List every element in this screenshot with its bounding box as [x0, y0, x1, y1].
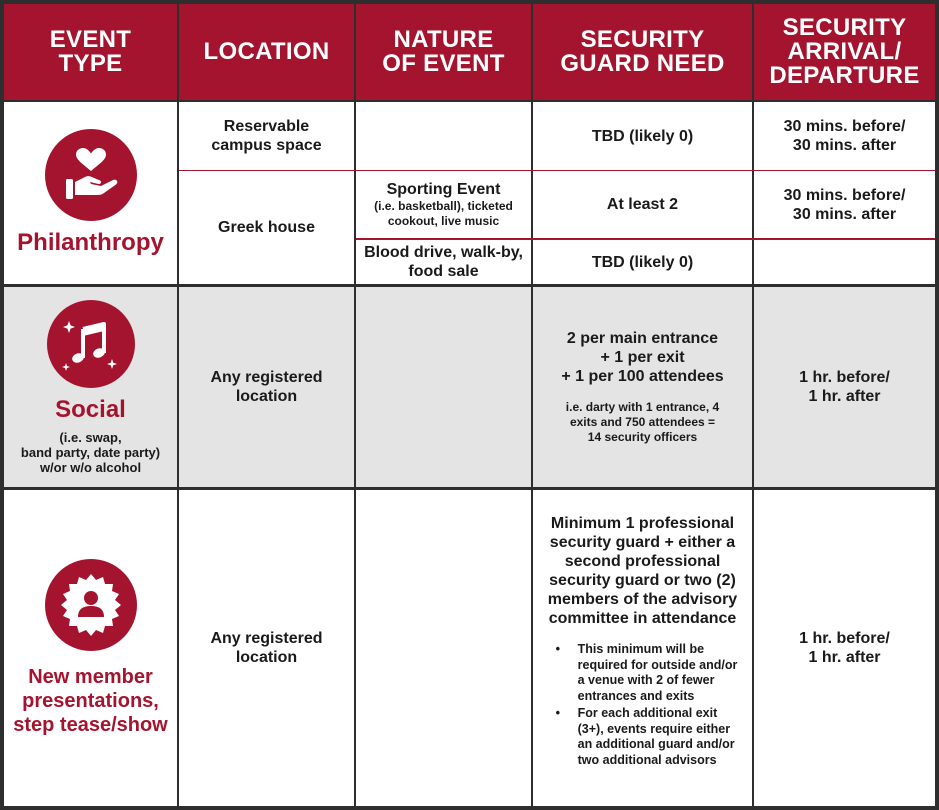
- text-line: 30 mins. before/: [783, 186, 906, 204]
- philanthropy-type-cell: [4, 102, 177, 284]
- text-line: Sporting Event: [386, 181, 501, 198]
- new-member-nature: [356, 490, 531, 806]
- text-line: 1 hr. before/: [799, 369, 890, 386]
- text-line: members of the advisory: [547, 591, 738, 608]
- header-line: NATURE: [393, 26, 494, 53]
- text-line: 30 mins. after: [792, 205, 897, 223]
- text-line: w/or w/o alcohol: [39, 459, 142, 475]
- header-location: [179, 4, 354, 100]
- guard-notes-list: [540, 642, 746, 770]
- header-event-type: [4, 4, 177, 100]
- header-line: TYPE: [58, 50, 123, 77]
- text-line: 14 security officers: [587, 430, 698, 444]
- header-line: LOCATION: [203, 38, 330, 65]
- text-line: an additional guard and/or: [577, 737, 735, 751]
- text-line: two additional advisors: [577, 752, 717, 767]
- text-line: band party, date party): [20, 444, 161, 460]
- text-line: presentations,: [22, 690, 159, 712]
- social-subtitle: [21, 430, 160, 475]
- text-line: Blood drive, walk-by,: [364, 244, 523, 261]
- text-line: security guard or two (2): [549, 572, 736, 589]
- text-line: 1 hr. after: [808, 388, 881, 405]
- philanthropy-nature-1: [356, 102, 531, 170]
- guard-note: [556, 706, 738, 768]
- header-security: [533, 4, 752, 100]
- header-line: EVENT: [49, 26, 132, 53]
- text-line: exits and 750 attendees =: [569, 415, 716, 429]
- text-line: TBD (likely 0): [591, 127, 694, 145]
- philanthropy-arrival-1: [754, 102, 935, 170]
- new-member-type-cell: [4, 490, 177, 806]
- guard-note: [556, 642, 738, 704]
- header-line: DEPARTURE: [769, 62, 920, 89]
- new-member-location: [179, 490, 354, 806]
- text-line: campus space: [211, 137, 322, 154]
- text-line: (3+), events require either: [577, 721, 731, 736]
- philanthropy-guard-1: [533, 102, 752, 170]
- header-line: SECURITY: [580, 26, 705, 53]
- philanthropy-location-2: [179, 171, 354, 284]
- header-line: SECURITY: [782, 14, 907, 41]
- text-line: 2 per main entrance: [566, 330, 719, 347]
- social-nature: [356, 287, 531, 487]
- header-line: OF EVENT: [382, 50, 505, 77]
- music-note-icon: [47, 300, 135, 388]
- subrow-divider: [179, 170, 935, 171]
- text-line: security guard + either a: [549, 534, 736, 551]
- text-line: second professional: [564, 553, 721, 570]
- header-arrival: [754, 4, 935, 100]
- social-guard: [533, 287, 752, 487]
- text-line: Any registered: [210, 630, 323, 647]
- text-line: Any registered: [210, 369, 323, 386]
- text-line: New member: [28, 666, 153, 688]
- header-line: GUARD NEED: [560, 50, 725, 77]
- hand-heart-icon: [45, 129, 137, 221]
- header-line: ARRIVAL/: [787, 38, 902, 65]
- text-line: + 1 per 100 attendees: [561, 368, 724, 385]
- new-member-arrival: [754, 490, 935, 806]
- philanthropy-location-1: [179, 102, 354, 170]
- text-line: 30 mins. before/: [783, 118, 906, 135]
- philanthropy-guard-3: [533, 240, 752, 284]
- text-line: TBD (likely 0): [591, 253, 694, 271]
- text-line: entrances and exits: [577, 688, 695, 703]
- text-line: location: [235, 388, 298, 405]
- text-line: 1 hr. after: [808, 649, 881, 666]
- philanthropy-nature-2: [356, 171, 531, 238]
- text-line: required for outside and/or: [577, 657, 738, 672]
- text-line: Reservable: [223, 118, 310, 135]
- social-title: Social: [55, 395, 126, 423]
- person-badge-icon: [45, 559, 137, 651]
- text-line: Minimum 1 professional: [550, 515, 735, 532]
- text-line: (i.e. swap,: [59, 429, 122, 445]
- text-line: a venue with 2 of fewer: [577, 673, 715, 687]
- text-line: • This minimum will be: [577, 642, 705, 656]
- text-line: food sale: [408, 263, 479, 280]
- text-line: i.e. darty with 1 entrance, 4: [565, 400, 720, 414]
- philanthropy-arrival-3: [754, 240, 935, 284]
- philanthropy-guard-2: [533, 171, 752, 238]
- text-line: cookout, live music: [387, 214, 500, 228]
- text-line: + 1 per exit: [600, 349, 685, 366]
- new-member-title: [13, 665, 168, 737]
- philanthropy-arrival-2: [754, 171, 935, 238]
- social-arrival: [754, 287, 935, 487]
- new-member-guard: [533, 490, 752, 806]
- text-line: committee in attendance: [548, 610, 737, 627]
- text-line: 1 hr. before/: [799, 630, 890, 647]
- text-line: Greek house: [218, 219, 315, 236]
- social-type-cell: [4, 287, 177, 487]
- philanthropy-nature-3: [356, 240, 531, 284]
- philanthropy-title: Philanthropy: [17, 229, 164, 256]
- text-line: location: [235, 649, 298, 666]
- header-nature: [356, 4, 531, 100]
- subrow-divider: [356, 238, 935, 240]
- social-location: [179, 287, 354, 487]
- text-line: 30 mins. after: [792, 137, 897, 154]
- text-line: step tease/show: [13, 714, 168, 736]
- text-line: (i.e. basketball), ticketed: [374, 199, 513, 213]
- text-line: At least 2: [606, 196, 679, 213]
- text-line: • For each additional exit: [577, 706, 718, 720]
